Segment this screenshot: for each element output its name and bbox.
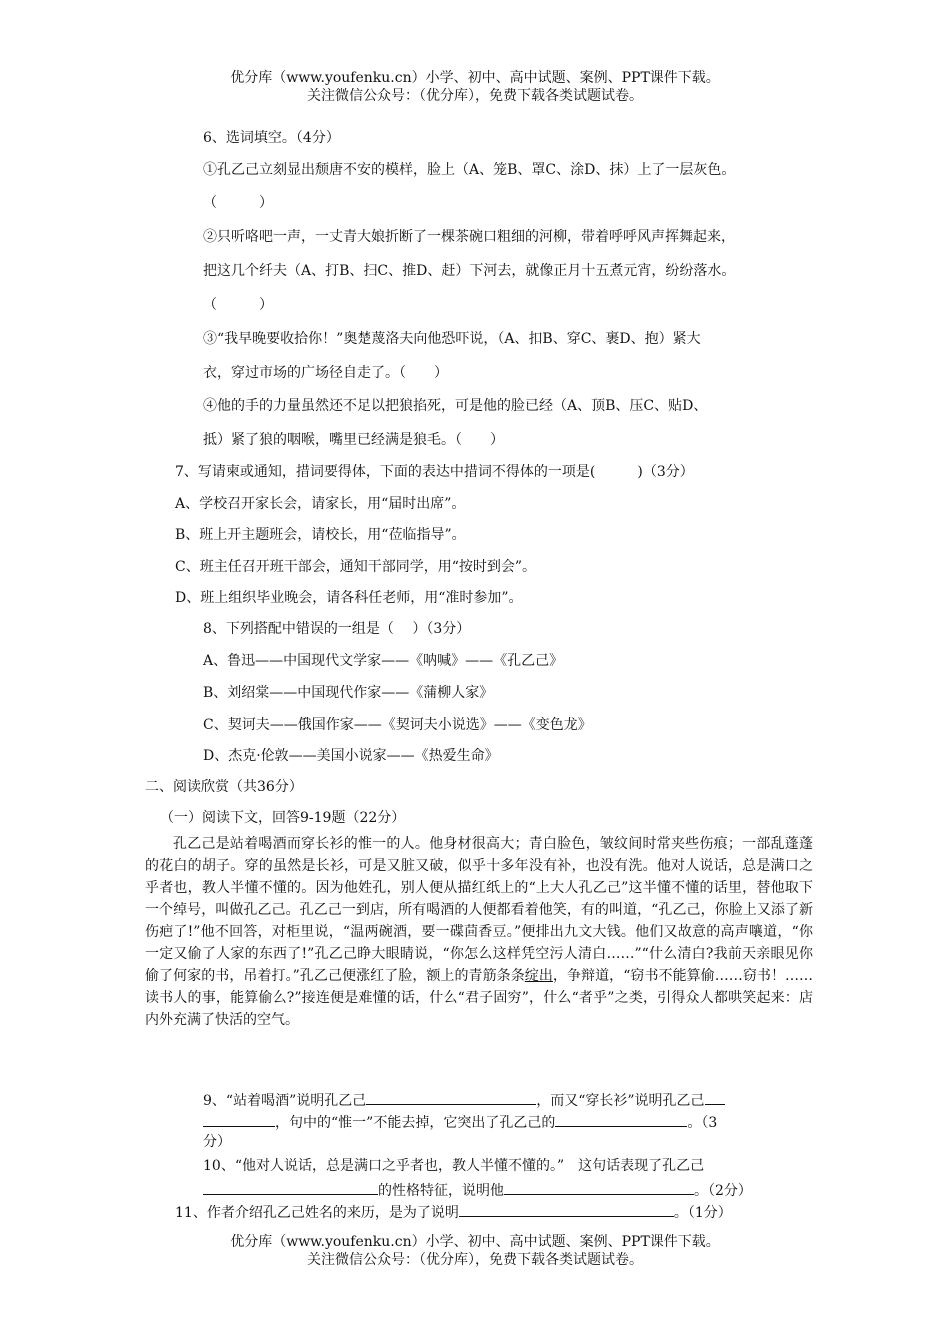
q7-option-d: D、班上组织毕业晚会，请各科任老师，用“准时参加”。 — [175, 590, 523, 606]
reading-passage — [145, 833, 813, 1031]
q11-text-1: 11、作者介绍孔乙己姓名的来历，是为了说明 — [175, 1205, 459, 1221]
q8-option-a: A、鲁迅——中国现代文学家——《呐喊》——《孔乙己》 — [203, 653, 564, 669]
passage-underlined-word: 绽出 — [524, 968, 553, 984]
q6-title: 6、选词填空。（4分） — [203, 130, 340, 146]
section2-subtitle: （一）阅读下文，回答9-19题（22分） — [160, 810, 406, 826]
q6-item2-line2: 把这几个纤夫（A、打B、扫C、推D、赶）下河去，就像正月十五煮元宵，纷纷落水。 — [203, 263, 736, 279]
q9-text-3: ，句中的“惟一”不能去掉，它突出了孔乙己的 — [275, 1115, 556, 1131]
q6-item1-line2: （ ） — [203, 195, 273, 211]
q8-option-c: C、契诃夫——俄国作家——《契诃夫小说选》——《变色龙》 — [203, 717, 592, 733]
q6-item2-line3: （ ） — [203, 297, 273, 313]
q9-line1 — [203, 1090, 725, 1110]
q7-option-b: B、班上开主题班会，请校长，用“莅临指导”。 — [175, 527, 466, 543]
header-line-2: 关注微信公众号：（优分库），免费下载各类试题试卷。 — [307, 88, 643, 104]
q7-option-a: A、学校召开家长会，请家长，用“届时出席”。 — [175, 496, 466, 512]
q9-blank-2a[interactable] — [705, 1090, 725, 1105]
q10-blank-2[interactable] — [504, 1180, 694, 1195]
q9-blank-3[interactable] — [555, 1112, 687, 1127]
q10-text-2: 的性格特征，说明他 — [378, 1183, 504, 1199]
q10-text-3: 。（2分） — [694, 1183, 752, 1199]
q8-title: 8、下列搭配中错误的一组是（ ）（3分） — [203, 621, 471, 637]
q8-option-b: B、刘绍棠——中国现代作家——《蒲柳人家》 — [203, 685, 494, 701]
q6-item3-line2: 衣，穿过市场的广场径自走了。（ ） — [203, 365, 448, 381]
q11-text-2: 。（1分） — [673, 1205, 732, 1221]
q10-blank-1[interactable] — [203, 1180, 378, 1195]
footer-line-1: 优分库（www.youfenku.cn）小学、初中、高中试题、案例、PPT课件下载。 — [230, 1234, 720, 1250]
passage-text: 孔乙己是站着喝酒而穿长衫的惟一的人。他身材很高大；青白脸色，皱纹间时常夹些伤痕；一部乱蓬蓬的花白的胡子。穿的虽然是长衫，可是又脏又破，似乎十多年没有补，也没有洗。他对人说话，总是满口之乎者也，教人半懂不懂的。因为他姓孔，别人便从描红纸上的“上大人孔乙己”这半懂不懂的话里，替他取下一个绰号，叫做孔乙己。孔乙己一到店，所有喝酒的人便都看着他笑，有的叫道，“孔乙己，你脸上又添了新伤疤了!”他不回答，对柜里说，“温两碗酒，要一碟茴香豆。”便排出九文大钱。他们又故意的高声嚷道，“你一定又偷了人家的东西了!”孔乙己睁大眼睛说，“你怎么这样凭空污人清白……”“什么清白?我前天亲眼见你偷了何家的书，吊着打。”孔乙己便涨红了脸，额上的青筋条条 — [145, 836, 813, 984]
q8-option-d: D、杰克·伦敦——美国小说家——《热爱生命》 — [203, 748, 499, 764]
q7-title: 7、写请柬或通知，措词要得体，下面的表达中措词不得体的一项是( )（3分） — [175, 464, 694, 480]
passage-text-end: ，争辩道，“窃书不能算偷……窃书！……读书人的事，能算偷么?”接连便是难懂的话，什么“君子固穷”，什么“者乎”之类，引得众人都哄笑起来：店内外充满了快活的空气。 — [145, 968, 814, 1028]
q9-line3: 分） — [203, 1134, 231, 1150]
section2-title: 二、阅读欣赏（共36分） — [145, 779, 303, 795]
q11-blank[interactable] — [459, 1202, 674, 1217]
q10-line2 — [203, 1180, 752, 1200]
q7-option-c: C、班主任召开班干部会，通知干部同学，用“按时到会”。 — [175, 559, 537, 575]
q9-blank-1[interactable] — [366, 1090, 536, 1105]
q6-item3-line1: ③“我早晚要收拾你！”奥楚蔑洛夫向他恐吓说，（A、扣B、穿C、裹D、抱）紧大 — [203, 331, 701, 347]
q9-text-1: 9、“站着喝酒”说明孔乙己 — [203, 1093, 367, 1109]
header-line-1: 优分库（www.youfenku.cn）小学、初中、高中试题、案例、PPT课件下载。 — [230, 70, 720, 86]
q6-item4-line2: 抵）紧了狼的咽喉，嘴里已经满是狼毛。（ ） — [203, 432, 504, 448]
q9-blank-2b[interactable] — [203, 1112, 275, 1127]
q6-item4-line1: ④他的手的力量虽然还不足以把狼掐死，可是他的脸已经（A、顶B、压C、贴D、 — [203, 398, 708, 414]
q9-text-2: ，而又“穿长衫”说明孔乙己 — [536, 1093, 705, 1109]
q6-item1-line1: ①孔乙己立刻显出颓唐不安的模样，脸上（A、笼B、罩C、涂D、抹）上了一层灰色。 — [203, 162, 736, 178]
footer-line-2: 关注微信公众号：（优分库），免费下载各类试题试卷。 — [307, 1252, 643, 1268]
q9-line2 — [203, 1112, 717, 1132]
q10-line1: 10、“他对人说话，总是满口之乎者也，教人半懂不懂的。” 这句话表现了孔乙己 — [203, 1158, 705, 1174]
q9-text-4: 。（3 — [687, 1115, 718, 1131]
q11-line — [175, 1202, 732, 1222]
q6-item2-line1: ②只听咯吧一声，一丈青大娘折断了一棵茶碗口粗细的河柳，带着呼呼风声挥舞起来， — [203, 229, 735, 245]
